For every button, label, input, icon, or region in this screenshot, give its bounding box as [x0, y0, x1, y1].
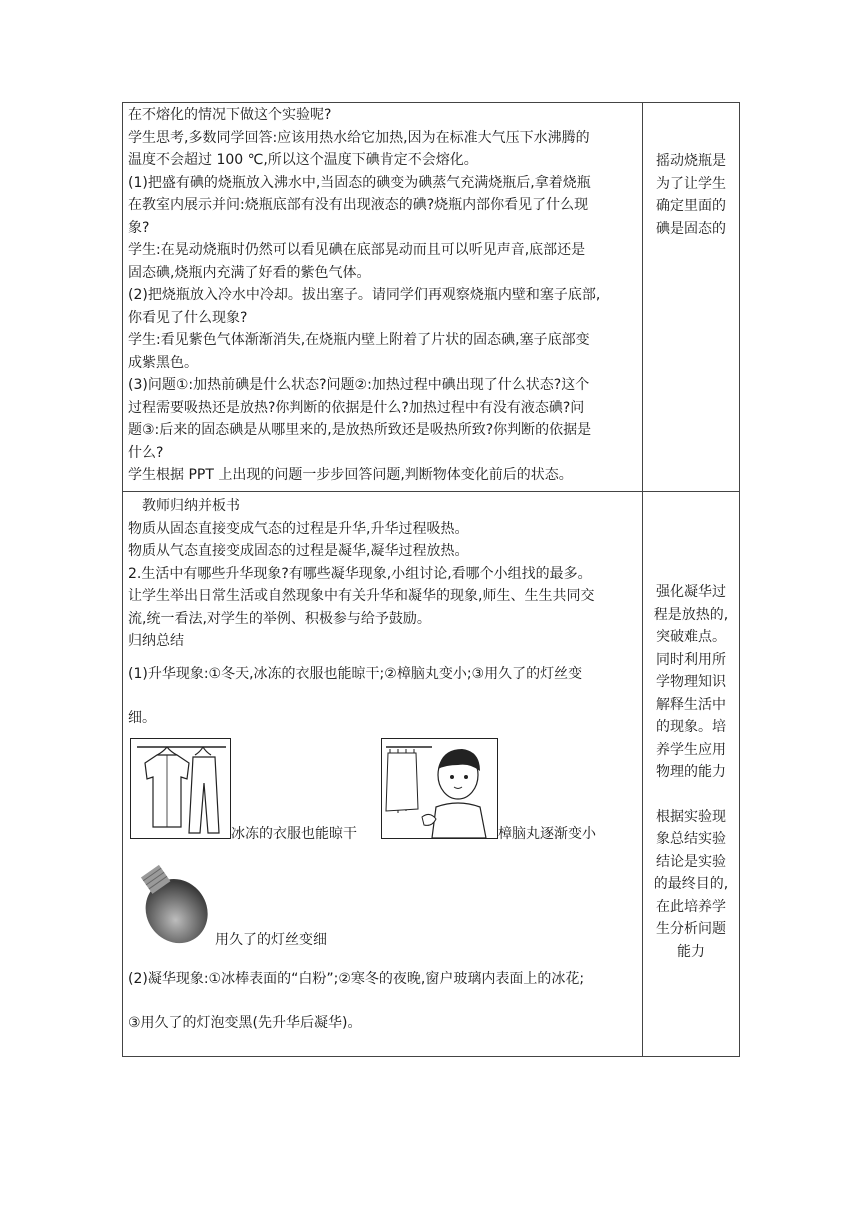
text-line: (3)问题①:加热前碘是什么状态?问题②:加热过程中碘出现了什么状态?这个 — [128, 377, 590, 393]
text-line: 成紫黑色。 — [128, 354, 198, 371]
section-heading: 教师归纳并板书 — [142, 498, 240, 514]
side-note-line: 能力 — [677, 943, 705, 960]
side-note-line: 摇动烧瓶是 — [656, 153, 726, 169]
side-note-line: 的最终目的, — [653, 876, 729, 892]
text-line: 在不熔化的情况下做这个实验呢? — [128, 107, 332, 123]
caption-frozen-clothes: 冰冻的衣服也能晾干 — [231, 825, 357, 842]
process-cell-1 — [123, 103, 643, 492]
text-line: ③用久了的灯泡变黑(先升华后凝华)。 — [128, 1015, 362, 1031]
side-note-line: 象总结实验 — [656, 831, 726, 847]
caption-camphor: 樟脑丸逐渐变小 — [498, 825, 596, 842]
side-note-line: 在此培养学 — [656, 898, 726, 915]
side-note-line: 为了让学生 — [656, 175, 726, 192]
table-row — [123, 492, 740, 1057]
side-note-line: 物理的能力 — [656, 764, 726, 780]
text-line: 学生:看见紫色气体渐渐消失,在烧瓶内壁上附着了片状的固态碘,塞子底部变 — [128, 332, 590, 348]
illustration-row — [123, 848, 642, 956]
side-note-line: 生分析问题 — [656, 921, 726, 937]
side-note-line: 根据实验现 — [656, 808, 726, 825]
side-note-line: 确定里面的 — [656, 198, 726, 214]
text-line: 归纳总结 — [128, 633, 184, 649]
text-line: 你看见了什么现象? — [128, 309, 248, 326]
side-note-line: 养学生应用 — [656, 741, 726, 758]
design-intent-cell-2 — [643, 492, 740, 1057]
text-line: (1)把盛有碘的烧瓶放入沸水中,当固态的碘变为碘蒸气充满烧瓶后,拿着烧瓶 — [128, 174, 591, 191]
text-line: 象? — [128, 219, 150, 236]
light-bulb-icon — [130, 848, 220, 952]
text-line: 物质从固态直接变成气态的过程是升华,升华过程吸热。 — [128, 520, 469, 537]
text-line: 学生:在晃动烧瓶时仍然可以看见碘在底部晃动而且可以听见声音,底部还是 — [128, 242, 586, 258]
text-line: 固态碘,烧瓶内充满了好看的紫色气体。 — [128, 264, 371, 281]
text-line: 过程需要吸热还是放热?你判断的依据是什么?加热过程中有没有液态碘?问 — [128, 399, 585, 416]
side-note-line: 学物理知识 — [656, 674, 726, 690]
text-line: 温度不会超过 100 ℃,所以这个温度下碘肯定不会熔化。 — [128, 152, 478, 168]
side-note-line: 强化凝华过 — [656, 584, 726, 600]
process-cell-2 — [123, 492, 643, 1057]
hanging-clothes-icon — [130, 738, 231, 839]
text-line: (2)凝华现象:①冰棒表面的“白粉”;②寒冬的夜晚,窗户玻璃内表面上的冰花; — [128, 970, 585, 987]
side-note-line: 的现象。培 — [656, 719, 726, 735]
side-note-line: 碘是固态的 — [656, 220, 726, 237]
text-line: 学生思考,多数同学回答:应该用热水给它加热,因为在标准大气压下水沸腾的 — [128, 129, 590, 146]
text-line: (1)升华现象:①冬天,冰冻的衣服也能晾干;②樟脑丸变小;③用久了的灯丝变 — [128, 665, 583, 682]
text-line: 学生根据 PPT 上出现的问题一步步回答问题,判断物体变化前后的状态。 — [128, 467, 573, 483]
text-line: 流,统一看法,对学生的举例、积极参与给予鼓励。 — [128, 610, 431, 627]
design-intent-cell-1 — [643, 103, 740, 492]
side-note-line: 结论是实验 — [656, 853, 726, 870]
text-line: 题③:后来的固态碘是从哪里来的,是放热所致还是吸热所致?你判断的依据是 — [128, 422, 592, 438]
text-line: 让学生举出日常生活或自然现象中有关升华和凝华的现象,师生、生生共同交 — [128, 588, 595, 604]
side-note-line: 突破难点。 — [656, 629, 726, 645]
text-line: 物质从气态直接变成固态的过程是凝华,凝华过程放热。 — [128, 543, 469, 559]
side-note-line: 程是放热的, — [653, 606, 729, 623]
caption-bulb: 用久了的灯丝变细 — [215, 931, 327, 948]
text-line: 细。 — [128, 710, 156, 726]
text-line: 什么? — [128, 444, 164, 461]
text-line: (2)把烧瓶放入冷水中冷却。拔出塞子。请同学们再观察烧瓶内壁和塞子底部, — [128, 287, 601, 303]
side-note-line: 同时利用所 — [656, 651, 726, 668]
boy-wardrobe-icon — [381, 738, 498, 839]
lesson-table — [122, 102, 740, 1057]
text-line: 2.生活中有哪些升华现象?有哪些凝华现象,小组讨论,看哪个小组找的最多。 — [128, 565, 592, 582]
illustration-row — [123, 738, 642, 848]
table-row — [123, 103, 740, 492]
text-line: 在教室内展示并问:烧瓶底部有没有出现液态的碘?烧瓶内部你看见了什么现 — [128, 197, 589, 213]
side-note-line: 解释生活中 — [656, 696, 726, 713]
